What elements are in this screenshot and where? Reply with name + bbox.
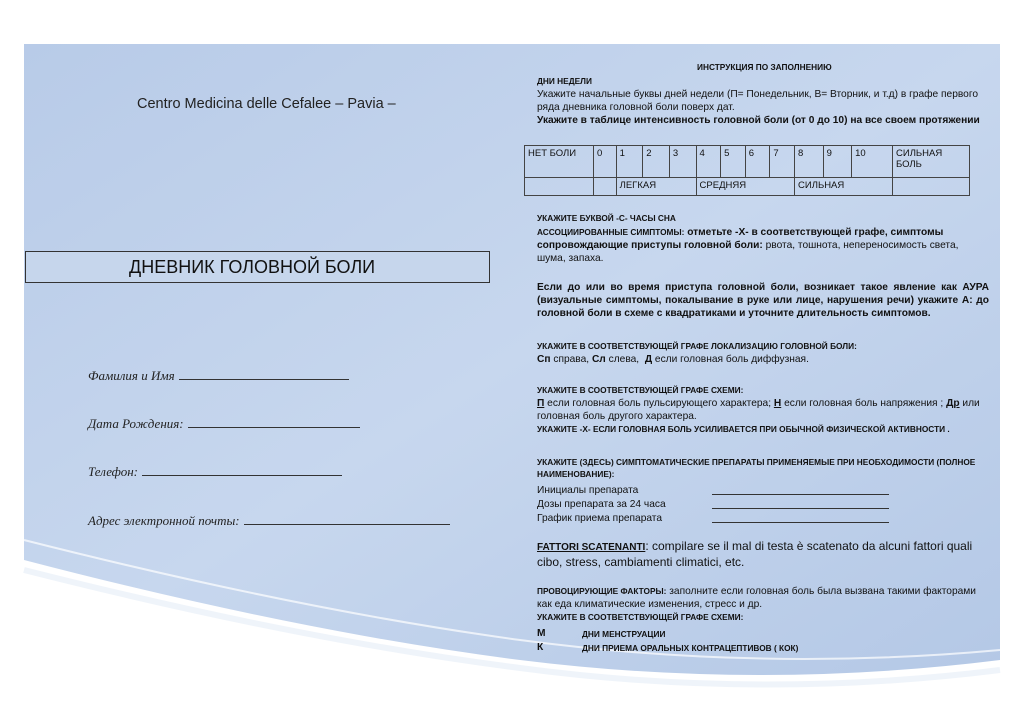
sleep-text: УКАЖИТЕ БУКВОЙ -С- ЧАСЫ СНА (537, 213, 676, 223)
level-medium: СРЕДНЯЯ (696, 178, 795, 196)
days-section (537, 75, 987, 127)
m-text: ДНИ МЕНСТРУАЦИИ (582, 629, 666, 639)
type-section (537, 384, 987, 436)
scale-empty (893, 178, 970, 196)
scale-num: 4 (696, 146, 721, 178)
loc-sl-text: слева, (608, 354, 640, 365)
loc-sp-text: справа, (553, 354, 590, 365)
scale-none: НЕТ БОЛИ (525, 146, 594, 178)
scale-num: 7 (770, 146, 795, 178)
scale-num: 5 (721, 146, 746, 178)
type-p: П (537, 398, 545, 409)
drug-line (712, 522, 889, 523)
fattori-text: : compilare se il mal di testa è scatenato da alcuni fattori quali cibo, stress, cambiamenti climatici, etc. (537, 539, 973, 569)
days-title: ДНИ НЕДЕЛИ (537, 76, 592, 86)
type-n: Н (773, 398, 782, 409)
name-label: Фамилия и Имя (88, 368, 175, 383)
intensity-scale-table (524, 145, 970, 196)
drugs-section (537, 456, 987, 480)
drug-line (712, 494, 889, 495)
diary-title: ДНЕВНИК ГОЛОВНОЙ БОЛИ (129, 257, 376, 277)
loc-d: Д (644, 354, 653, 365)
loc-sl: Сл (591, 354, 606, 365)
scale-empty (525, 178, 594, 196)
birth-field[interactable] (88, 416, 360, 432)
name-field[interactable] (88, 368, 349, 384)
type-dr-text: или головная боль другого характера. (537, 398, 980, 422)
drug-label: График приема препарата (537, 513, 663, 524)
intensity-text: Укажите в таблице интенсивность головной боли (от 0 до 10) на все своем протяжении (537, 115, 980, 126)
scale-num: 8 (795, 146, 824, 178)
email-label: Адрес электронной почты: (88, 513, 240, 528)
type-title: УКАЖИТЕ В СООТВЕТСТВУЮЩЕЙ ГРАФЕ СХЕМИ: (537, 385, 744, 395)
loc-title: УКАЖИТЕ В СООТВЕТСТВУЮЩЕЙ ГРАФЕ ЛОКАЛИЗАЦИЮ ГОЛОВНОЙ БОЛИ: (537, 341, 857, 351)
drug-label: Инициалы препарата (537, 485, 639, 496)
provoc-section (537, 585, 989, 624)
provoc-label: ПРОВОЦИРУЮЩИЕ ФАКТОРЫ: (537, 586, 667, 596)
loc-section (537, 340, 987, 366)
birth-label: Дата Рождения: (88, 416, 184, 431)
scale-num: 0 (594, 146, 617, 178)
assoc-text: отметьте -Х- в соответствующей графе, симптомы сопровождающие приступы головной боли: (537, 227, 944, 251)
aura-text: Если до или во время приступа головной боли, возникает такое явление как АУРА (визуальные симптомы, покалывание в руке или лице, нарушения речи) укажите А: до головной боли в схеме с квадратиками и уточните длительность симптомов. (537, 282, 989, 319)
drugs-title: УКАЖИТЕ (ЗДЕСЬ) СИМПТОМАТИЧЕСКИЕ ПРЕПАРАТЫ ПРИМЕНЯЕМЫЕ ПРИ НЕОБХОДИМОСТИ (ПОЛНОЕ НАИМЕНОВАНИЕ): (537, 457, 976, 479)
scale-empty (594, 178, 617, 196)
type-n-text: если головная боль напряжения ; (784, 398, 944, 409)
drug-row[interactable] (537, 484, 638, 497)
provoc-text: заполните если головная боль была вызвана такими факторами как еда климатические изменения, стресс и др. (537, 586, 976, 610)
birth-line (188, 416, 360, 428)
phone-field[interactable] (88, 464, 342, 480)
activity-text: УКАЖИТЕ -Х- ЕСЛИ ГОЛОВНАЯ БОЛЬ УСИЛИВАЕТСЯ ПРИ ОБЫЧНОЙ ФИЗИЧЕСКОЙ АКТИВНОСТИ . (537, 424, 950, 434)
fattori-label: FATTORI SCATENANTI (537, 542, 646, 553)
phone-line (142, 464, 342, 476)
drug-row[interactable] (537, 512, 662, 525)
assoc-label: АССОЦИИРОВАННЫЕ СИМПТОМЫ: (537, 227, 685, 237)
scale-num: 3 (669, 146, 696, 178)
drug-label: Дозы препарата за 24 часа (537, 499, 666, 510)
scale-num: 1 (616, 146, 643, 178)
assoc-list: рвота, тошнота, непереносимость света, шума, запаха. (537, 240, 959, 264)
m-letter: М (537, 628, 546, 639)
type-dr: Др (946, 398, 960, 409)
scale-num: 2 (643, 146, 670, 178)
assoc-section (537, 226, 987, 265)
drug-row[interactable] (537, 498, 666, 511)
name-line (179, 368, 349, 380)
fattori-section (537, 539, 987, 570)
email-field[interactable] (88, 513, 450, 529)
instruction-heading: ИНСТРУКЦИЯ ПО ЗАПОЛНЕНИЮ (697, 62, 832, 72)
days-text: Укажите начальные буквы дней недели (П= Понедельник, В= Вторник, и т.д) в графе первого ряда дневника головной боли поверх дат. (537, 89, 978, 113)
level-light: ЛЕГКАЯ (616, 178, 696, 196)
scale-num: 9 (823, 146, 852, 178)
center-name: Centro Medicina delle Cefalee – Pavia – (137, 96, 396, 112)
type-p-text: если головная боль пульсирующего характера; (547, 398, 772, 409)
level-strong: СИЛЬНАЯ (795, 178, 893, 196)
scale-num: 10 (852, 146, 893, 178)
phone-label: Телефон: (88, 464, 138, 479)
scheme-title: УКАЖИТЕ В СООТВЕТСТВУЮЩЕЙ ГРАФЕ СХЕМИ: (537, 612, 744, 622)
scale-strong: СИЛЬНАЯ БОЛЬ (893, 146, 970, 178)
k-letter: К (537, 642, 544, 653)
k-text: ДНИ ПРИЕМА ОРАЛЬНЫХ КОНТРАЦЕПТИВОВ ( КОК) (582, 643, 799, 653)
scale-num: 6 (745, 146, 770, 178)
loc-d-text: если головная боль диффузная. (654, 354, 809, 365)
drug-line (712, 508, 889, 509)
email-line (244, 513, 450, 525)
loc-sp: Сп (537, 354, 551, 365)
